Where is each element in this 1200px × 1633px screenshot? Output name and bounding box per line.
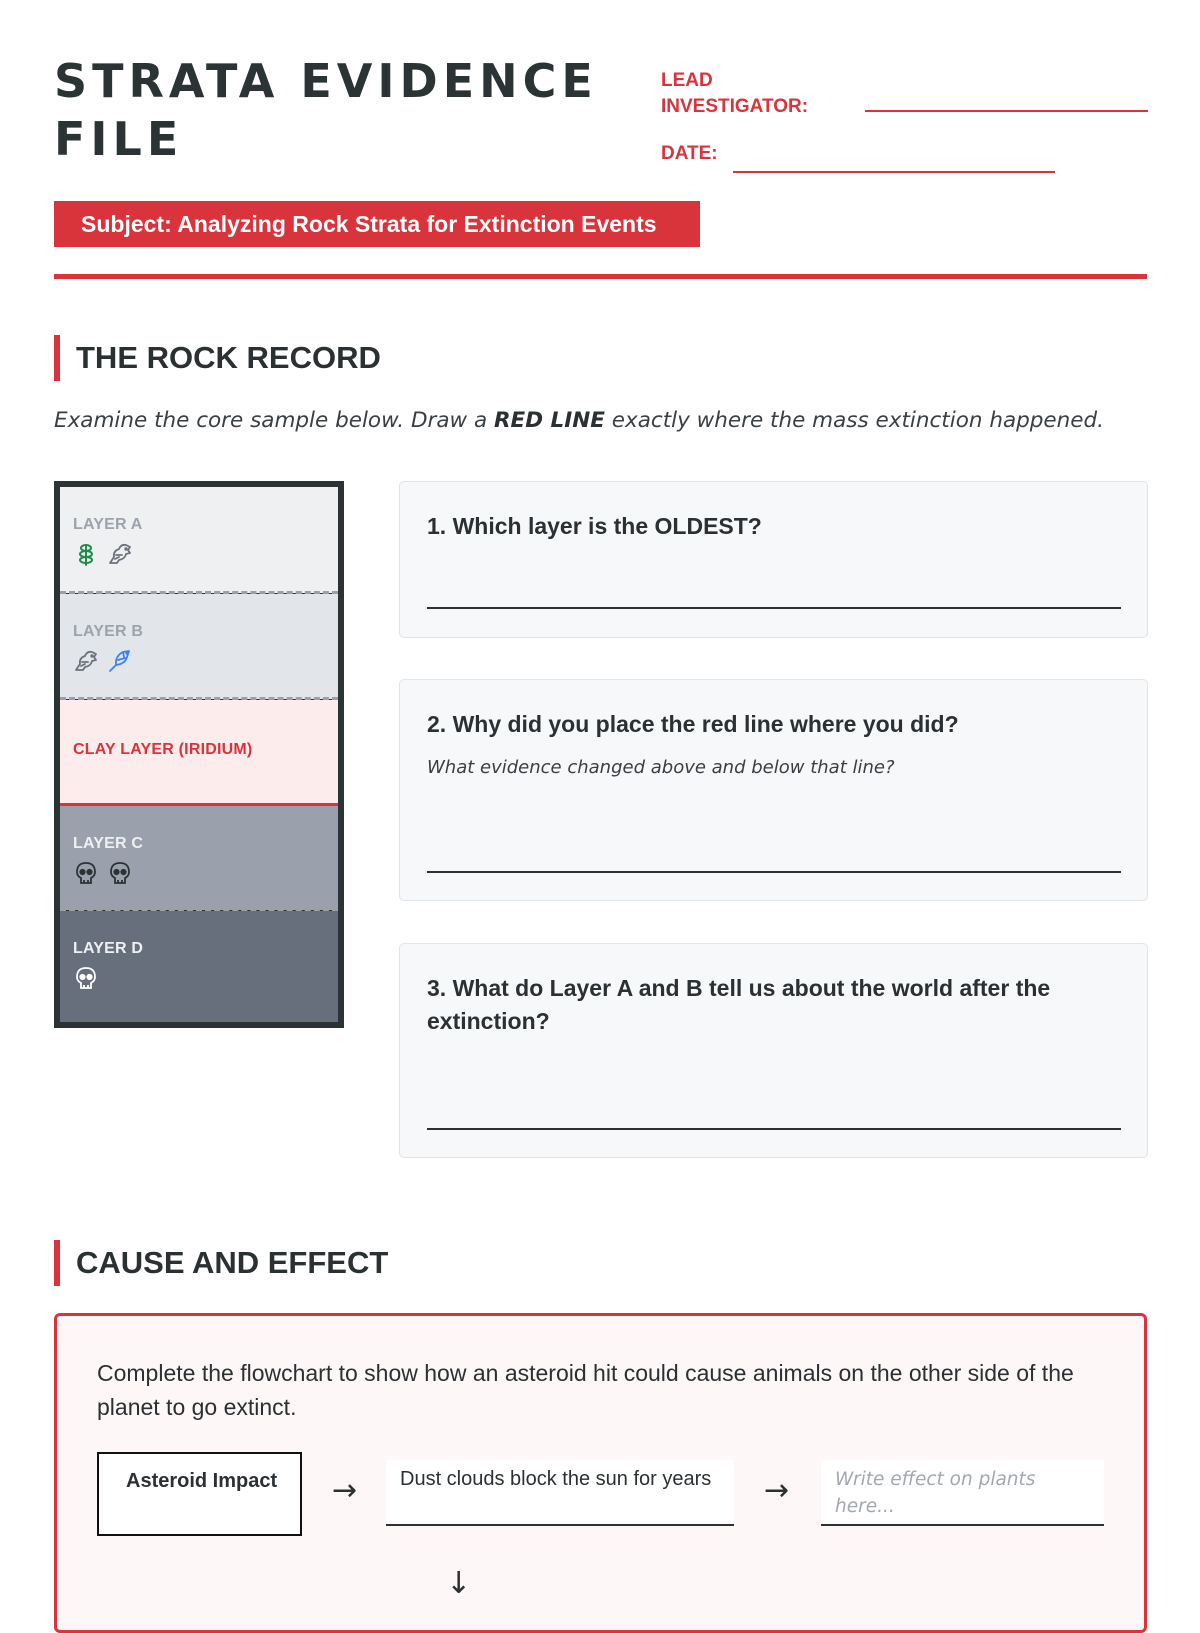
- core-sample[interactable]: [54, 481, 344, 1028]
- question-3-answer-line[interactable]: [427, 1128, 1121, 1130]
- rock-record-instructions: [54, 408, 1154, 433]
- date-field[interactable]: [733, 171, 1055, 173]
- flow-step-dust-clouds: Dust clouds block the sun for years: [386, 1460, 734, 1526]
- layer-d[interactable]: [60, 911, 338, 1022]
- layer-label: LAYER A: [73, 516, 143, 533]
- question-1-answer-line[interactable]: [427, 607, 1121, 609]
- question-2-hint: What evidence changed above and below that line?: [427, 757, 895, 778]
- arrow-right-icon: →: [764, 1473, 790, 1508]
- question-2-box: [399, 679, 1148, 901]
- mammal-fossil-icon: [73, 648, 99, 674]
- question-1-text: 1. Which layer is the OLDEST?: [427, 513, 762, 539]
- question-1-box: [399, 481, 1148, 638]
- dinosaur-skull-icon: [73, 965, 99, 991]
- dinosaur-skull-icon: [73, 860, 99, 886]
- cause-effect-intro: Complete the flowchart to show how an asteroid hit could cause animals on the other side of the planet to go extinct.: [97, 1360, 1074, 1420]
- cause-effect-heading: CAUSE AND EFFECT: [54, 1240, 388, 1286]
- plant-fossil-icon: [73, 541, 99, 567]
- arrow-right-icon: →: [332, 1473, 358, 1508]
- lead-label-line-2: INVESTIGATOR:: [661, 96, 809, 117]
- question-3-text: 3. What do Layer A and B tell us about the world after the extinction?: [427, 975, 1051, 1034]
- layer-a-fossils: [73, 541, 338, 569]
- layer-b[interactable]: [60, 594, 338, 699]
- instruction-emphasis: RED LINE: [493, 408, 605, 433]
- layer-label: LAYER D: [73, 940, 144, 957]
- question-2-answer-line[interactable]: [427, 871, 1121, 873]
- instruction-text-2: exactly where the mass extinction happened.: [604, 408, 1104, 433]
- layer-a[interactable]: [60, 487, 338, 593]
- worksheet-title: STRATA EVIDENCE FILE: [54, 54, 598, 166]
- question-2-text: 2. Why did you place the red line where you did?: [427, 711, 959, 737]
- layer-label: LAYER B: [73, 623, 144, 640]
- arrow-down-icon: ↓: [446, 1566, 472, 1601]
- flow-start-box: Asteroid Impact: [97, 1452, 302, 1536]
- dinosaur-skull-icon: [107, 860, 133, 886]
- plants-effect-input[interactable]: [821, 1460, 1104, 1526]
- layer-label: CLAY LAYER (IRIDIUM): [73, 741, 253, 758]
- layer-c[interactable]: [60, 806, 338, 910]
- mammal-fossil-icon: [107, 541, 133, 567]
- lead-investigator-label: [661, 68, 808, 120]
- lead-investigator-field[interactable]: [865, 110, 1148, 112]
- header-divider: [54, 274, 1147, 279]
- clay-layer[interactable]: [60, 700, 338, 804]
- subject-banner: Subject: Analyzing Rock Strata for Extinction Events: [54, 201, 700, 247]
- lead-label-line-1: LEAD: [661, 70, 713, 91]
- layer-b-fossils: [73, 648, 338, 676]
- layer-label: LAYER C: [73, 835, 144, 852]
- layer-c-fossils: [73, 860, 338, 888]
- layer-d-fossils: [73, 965, 338, 993]
- bird-fossil-icon: [107, 648, 133, 674]
- cause-effect-panel: [54, 1313, 1147, 1633]
- question-3-box: [399, 943, 1148, 1158]
- date-label: DATE:: [661, 143, 718, 164]
- instruction-text-1: Examine the core sample below. Draw a: [54, 408, 494, 433]
- rock-record-heading: THE ROCK RECORD: [54, 335, 381, 381]
